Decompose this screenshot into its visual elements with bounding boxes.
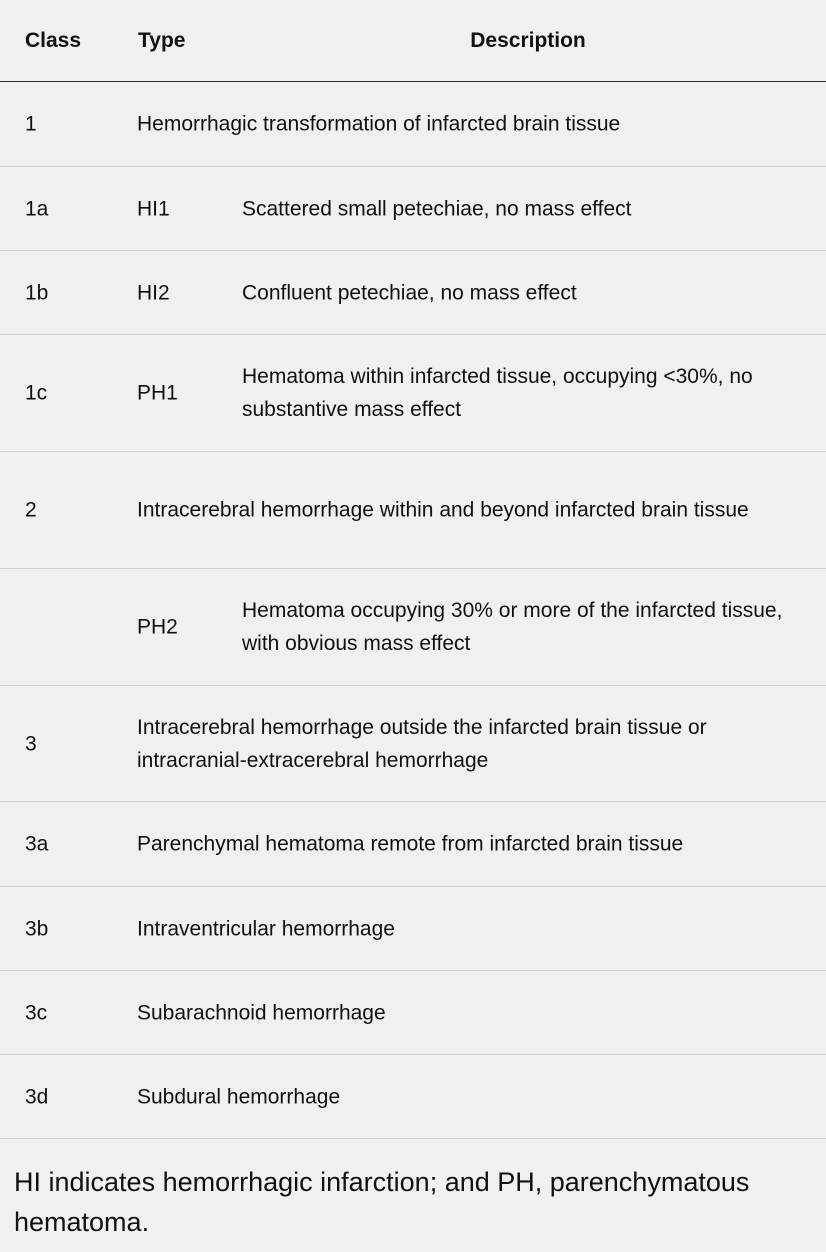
table-row	[0, 686, 826, 802]
class-cell: 3c	[25, 1001, 48, 1024]
description-cell: Intracerebral hemorrhage outside the infarcted brain tissue or intracranial-extracerebral hemorrhage	[137, 715, 707, 772]
column-header-description: Description	[470, 29, 586, 52]
description-cell: Hematoma occupying 30% or more of the infarcted tissue, with obvious mass effect	[242, 599, 783, 655]
table-row	[0, 167, 826, 251]
description-cell: Intracerebral hemorrhage within and beyond infarcted brain tissue	[137, 498, 749, 522]
type-cell: PH2	[137, 615, 178, 639]
class-cell: 3b	[25, 917, 49, 940]
type-cell: PH1	[137, 381, 178, 405]
table-row	[0, 802, 826, 887]
description-cell: Hemorrhagic transformation of infarcted brain tissue	[137, 112, 621, 136]
description-cell: Parenchymal hematoma remote from infarcted brain tissue	[137, 832, 684, 856]
description-cell: Hematoma within infarcted tissue, occupying <30%, no substantive mass effect	[242, 365, 753, 421]
column-header-type: Type	[138, 29, 186, 52]
description-cell: Scattered small petechiae, no mass effect	[242, 197, 632, 220]
table-header	[0, 0, 826, 82]
table-row	[0, 1055, 826, 1139]
class-cell: 1	[25, 112, 37, 136]
class-cell: 1b	[25, 281, 49, 304]
description-cell: Subdural hemorrhage	[137, 1085, 341, 1108]
type-cell: HI1	[137, 197, 170, 220]
type-cell: HI2	[137, 281, 170, 304]
column-header-class: Class	[25, 29, 82, 52]
class-cell: 1a	[25, 197, 49, 220]
description-cell: Intraventricular hemorrhage	[137, 917, 395, 940]
table-row	[0, 569, 826, 686]
table-row	[0, 82, 826, 167]
table-row	[0, 251, 826, 335]
class-cell: 3	[25, 732, 37, 755]
class-cell: 3d	[25, 1085, 49, 1108]
class-cell: 1c	[25, 381, 48, 405]
description-cell: Confluent petechiae, no mass effect	[242, 281, 577, 304]
table-row	[0, 971, 826, 1055]
table-row	[0, 887, 826, 971]
description-cell: Subarachnoid hemorrhage	[137, 1001, 386, 1024]
table-row	[0, 335, 826, 452]
class-cell: 2	[25, 498, 37, 522]
table-footnote: HI indicates hemorrhagic infarction; and PH, parenchymatous hematoma.	[14, 1167, 750, 1237]
class-cell: 3a	[25, 832, 49, 856]
table-row	[0, 452, 826, 569]
